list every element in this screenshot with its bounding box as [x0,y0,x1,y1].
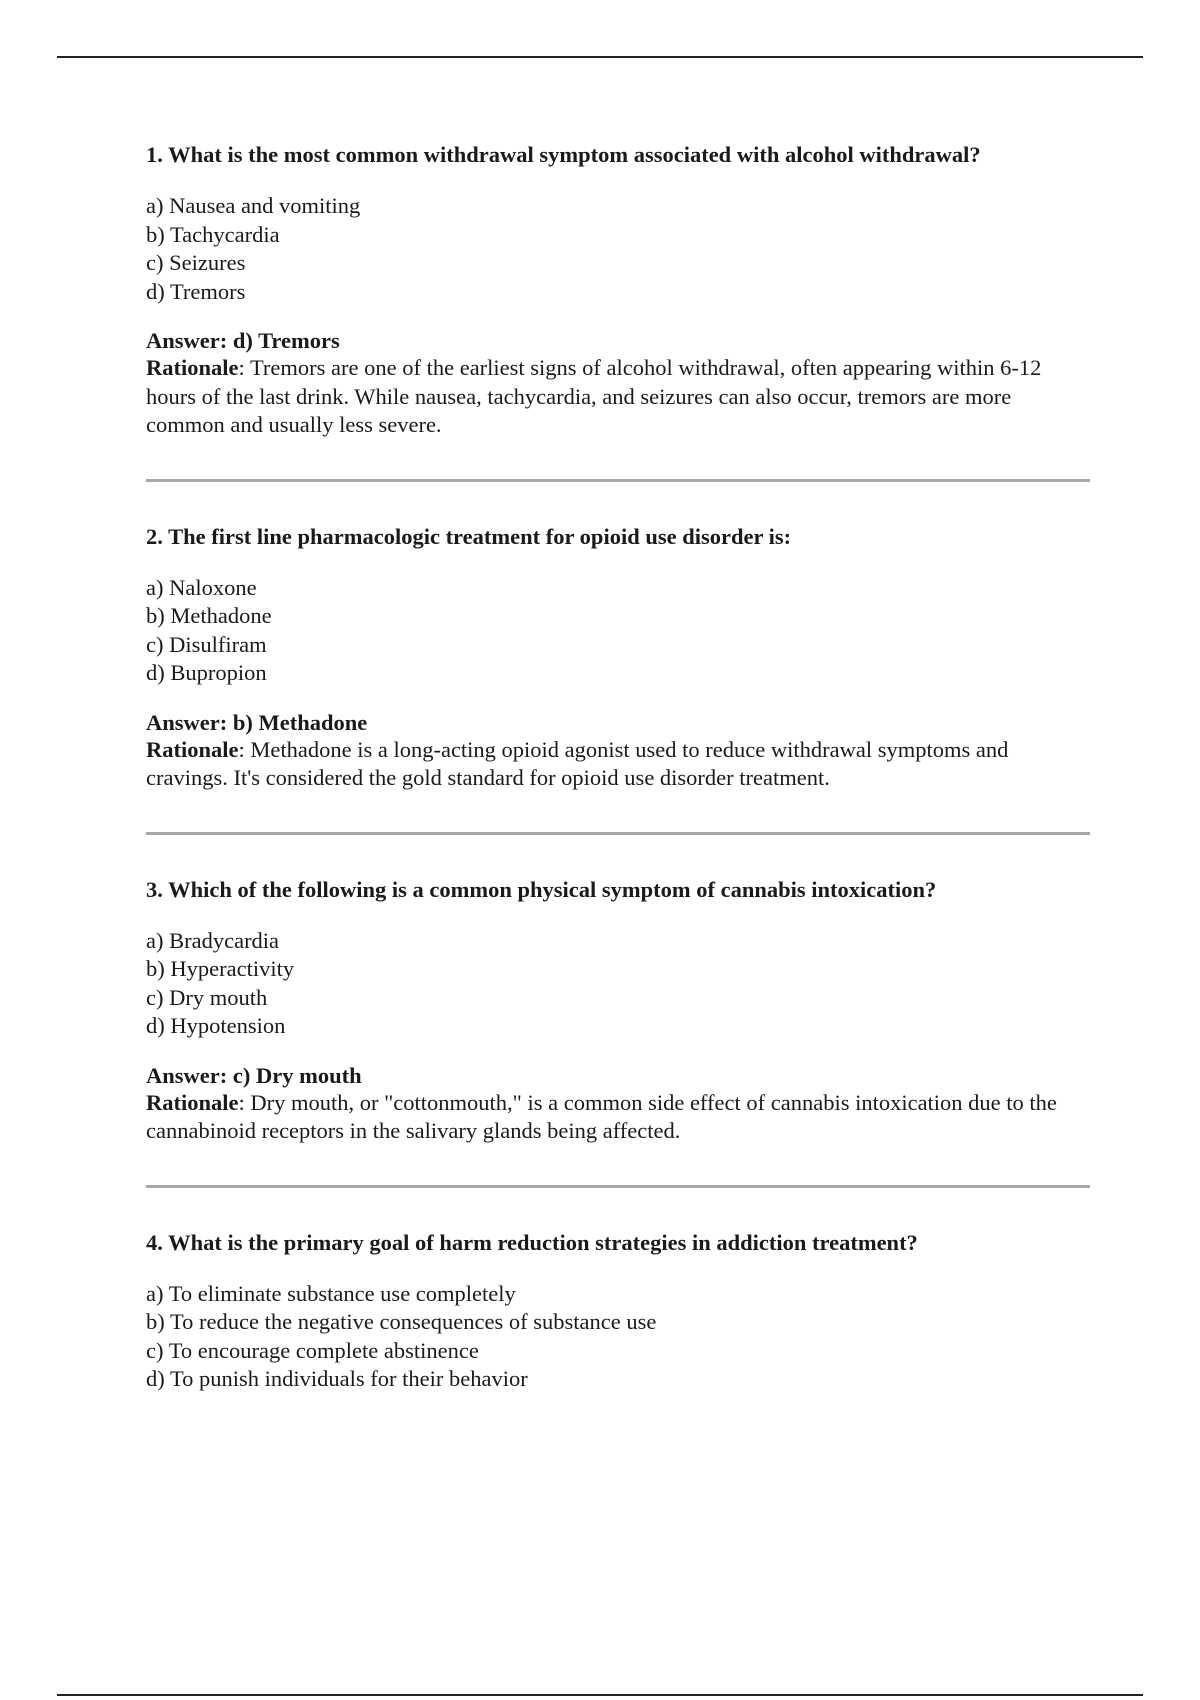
option-list [146,574,1090,688]
page-bottom-rule [57,1694,1143,1696]
section-divider [146,479,1090,482]
rationale-paragraph [146,354,1090,440]
question-block [146,875,1090,1146]
rationale-text: : Methadone is a long-acting opioid agonist used to reduce withdrawal symptoms and cravings. It's considered the gold standard for opioid use disorder treatment. [146,736,1009,790]
question-block [146,522,1090,793]
question-text: 4. What is the primary goal of harm reduction strategies in addiction treatment? [146,1229,918,1255]
section-divider [146,1185,1090,1188]
option-list [146,927,1090,1041]
option-item: d) Tremors [146,278,246,304]
rationale-paragraph [146,1089,1090,1146]
answer-text: Answer: c) Dry mouth [146,1062,362,1088]
option-item: d) Bupropion [146,660,267,685]
option-list [146,1280,1090,1394]
question-text: 1. What is the most common withdrawal symptom associated with alcohol withdrawal? [146,142,981,167]
option-item: a) Nausea and vomiting [146,193,361,218]
option-item: b) Hyperactivity [146,956,295,981]
rationale-label: Rationale [146,736,239,762]
option-item: b) Methadone [146,603,272,628]
option-item: d) To punish individuals for their behavior [146,1366,528,1391]
option-item: c) Disulfiram [146,631,267,657]
question-text: 2. The first line pharmacologic treatment for opioid use disorder is: [146,523,792,549]
rationale-text: : Dry mouth, or "cottonmouth," is a common side effect of cannabis intoxication due to the cannabinoid receptors in the salivary glands being affected. [146,1089,1057,1143]
rationale-label: Rationale [146,1089,239,1115]
page-top-rule [57,56,1143,58]
question-block [146,140,1090,440]
option-item: b) To reduce the negative consequences of substance use [146,1309,657,1334]
option-list [146,192,1090,306]
question-block [146,1228,1090,1394]
option-item: b) Tachycardia [146,221,280,247]
option-item: a) Naloxone [146,574,257,600]
option-item: a) Bradycardia [146,927,280,953]
document-body [146,140,1090,1415]
section-divider [146,832,1090,835]
option-item: c) To encourage complete abstinence [146,1337,479,1363]
option-item: c) Seizures [146,250,246,275]
answer-text: Answer: b) Methadone [146,709,368,735]
answer-text: Answer: d) Tremors [146,328,340,353]
option-item: d) Hypotension [146,1013,286,1038]
rationale-label: Rationale [146,355,239,380]
rationale-paragraph [146,736,1090,793]
rationale-text: : Tremors are one of the earliest signs of alcohol withdrawal, often appearing within 6-12 hours of the last drink. While nausea, tachycardia, and seizures can also occur, tremors are more common and usually less severe. [146,355,1042,437]
option-item: c) Dry mouth [146,984,268,1010]
option-item: a) To eliminate substance use completely [146,1280,516,1306]
question-text: 3. Which of the following is a common physical symptom of cannabis intoxication? [146,876,937,902]
